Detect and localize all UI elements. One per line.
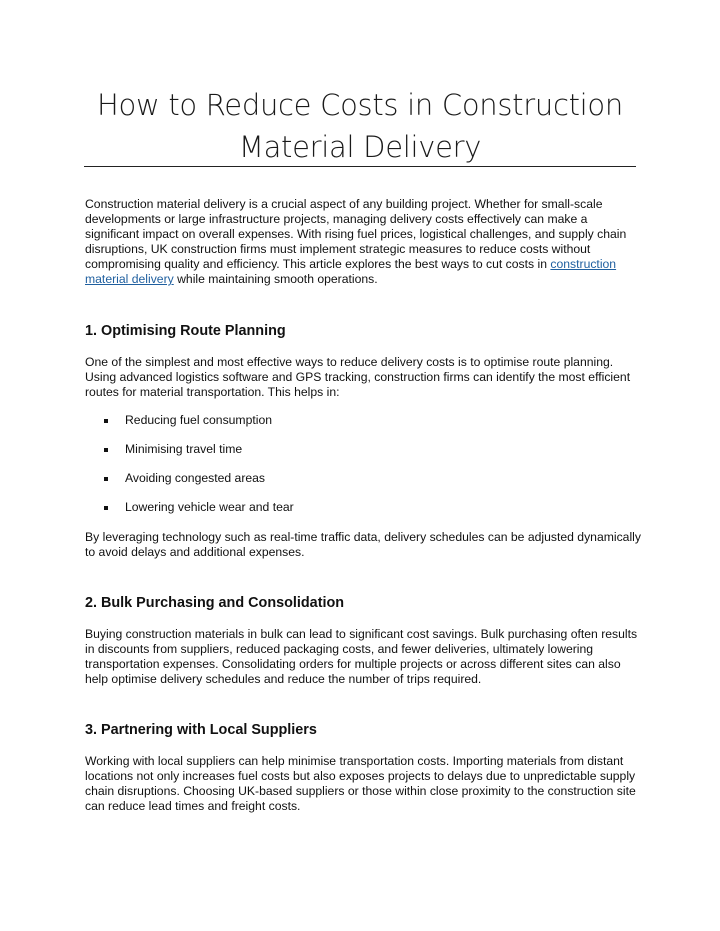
bullet-item bbox=[104, 442, 242, 457]
bullet-text: Avoiding congested areas bbox=[125, 471, 266, 485]
title-line-2: Material Delivery bbox=[238, 130, 482, 164]
title-line-1: How to Reduce Costs in Construction bbox=[97, 88, 623, 122]
intro-text: Construction material delivery is a crucial aspect of any building project. Whether for small-scale developments or large infrastructure projects, managing delivery costs effectively can make a significant impact on overall expenses. With rising fuel prices, logistical challenges, and supply chain disruptions, UK construction firms must implement strategic measures to reduce costs without compromising quality and efficiency. This article explores the best ways to cut costs in bbox=[85, 197, 627, 272]
section-2-heading: 2. Bulk Purchasing and Consolidation bbox=[85, 595, 345, 611]
bullet-item bbox=[104, 413, 272, 428]
bullet-text: Reducing fuel consumption bbox=[125, 413, 273, 427]
section-1-closing: By leveraging technology such as real-time traffic data, delivery schedules can be adjusted dynamically to avoid delays and additional expenses. bbox=[85, 530, 641, 560]
section-1-heading: 1. Optimising Route Planning bbox=[85, 323, 286, 339]
bullet-marker bbox=[104, 506, 108, 510]
bullet-marker bbox=[104, 477, 108, 481]
section-3-heading: 3. Partnering with Local Suppliers bbox=[85, 722, 317, 738]
bullet-item bbox=[104, 471, 265, 486]
section-2-paragraph: Buying construction materials in bulk can lead to significant cost savings. Bulk purchasing often results in discounts from suppliers, reduced packaging costs, and fewer deliveries, ultimately lowering transportation expenses. Consolidating orders for multiple projects or across different sites can also help optimise delivery schedules and reduce the number of trips required. bbox=[85, 627, 638, 687]
intro-tail: while maintaining smooth operations. bbox=[177, 272, 378, 287]
construction-material-delivery-link[interactable]: construction material delivery bbox=[85, 257, 617, 287]
bullet-text: Minimising travel time bbox=[125, 442, 243, 456]
bullet-text: Lowering vehicle wear and tear bbox=[125, 500, 294, 514]
section-1-paragraph: One of the simplest and most effective ways to reduce delivery costs is to optimise route planning. Using advanced logistics software and GPS tracking, construction firms can identify the most efficient routes for material transportation. This helps in: bbox=[85, 355, 631, 400]
bullet-marker bbox=[104, 448, 108, 452]
section-3-paragraph: Working with local suppliers can help minimise transportation costs. Importing materials from distant locations not only increases fuel costs but also exposes projects to delays due to unpredictable supply chain disruptions. Choosing UK-based suppliers or those within close proximity to the construction site can reduce lead times and freight costs. bbox=[85, 754, 636, 814]
page-title bbox=[84, 84, 636, 168]
intro-paragraph bbox=[85, 197, 641, 288]
title-divider bbox=[84, 166, 636, 167]
bullet-marker bbox=[104, 419, 108, 423]
bullet-item bbox=[104, 500, 294, 515]
